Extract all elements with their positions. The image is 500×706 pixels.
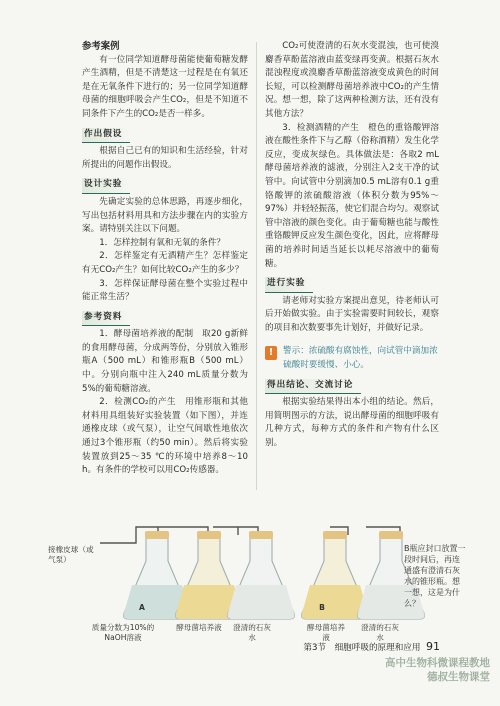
warning-icon: ! [265,346,277,360]
page-number: 91 [426,640,440,653]
question-2: 2．怎样鉴定有无酒精产生？怎样鉴定有无CO₂产生？如何比较CO₂产生的多少？ [82,251,248,275]
page-footer [303,640,440,653]
culture-a-label: 酵母菌培养液 [176,623,222,632]
experiment-paragraph: 请老师对实验方案提出意见，待老师认可后开始做实验。由于实验需要时间较长，观察的项目和次数要事先计划好，并做好记录。 [265,295,439,333]
co2-paragraph: CO₂可使澄清的石灰水变混浊，也可使溴麝香草酚蓝溶液由蓝变绿再变黄。根据石灰水混浊程度或溴麝香草酚蓝溶液变成黄色的时间长短，可以检测酵母菌培养液中CO₂的产生情况。想一想，除了这两种检测方法，还有没有其他方法？ [265,41,439,119]
culture-b-label: 酵母菌培养液 [307,623,345,642]
left-column [82,40,248,478]
naoh-label: 质量分数为10%的NaOH溶液 [91,623,155,642]
apparatus-figure [48,505,468,650]
pump-label: 接橡皮球（或气泵） [48,545,94,564]
flask-a-tag: A [139,603,145,612]
subheading-design: 设计实验 [82,178,130,194]
column-divider [256,42,257,490]
warning-text: 警示：浓硫酸有腐蚀性，向试管中滴加浓硫酸时要缓慢、小心。 [283,346,438,371]
subheading-experiment: 进行实验 [265,277,313,293]
subheading-reference: 参考资料 [82,311,130,327]
question-3: 3．怎样保证酵母菌在整个实验过程中能正常生活？ [82,278,248,303]
reference-2: 2．检测CO₂的产生 用锥形瓶和其他材料用具组装好实验装置（如下图），并连通橡皮球（或气泵），让空气间歇性地依次通过3个锥形瓶（约50 min）。然后将实验装置放到25～35 ℃的环境中培养8～10 h。有条件的学校可以用CO₂传感器。 [82,397,248,476]
footer-section: 第3节 细胞呼吸的原理和应用 [303,643,421,653]
flask-b-note: B瓶应封口放置一段时间后，再连通盛有澄清石灰水的锥形瓶。想一想，这是为什么？ [404,544,466,608]
flask-b-tag: B [319,603,325,612]
watermark-line-1: 高中生物科微课程教地 [385,657,490,669]
limewater-2-label: 澄清的石灰水 [361,623,399,642]
design-paragraph: 先确定实验的总体思路，再逐步细化，写出包括材料用具和方法步骤在内的实验方案。请特别关注以下问题。 [82,196,248,235]
flask-limewater-1 [228,531,295,619]
watermark-line-2: 德叔生物课堂 [427,671,490,683]
hypothesis-paragraph: 根据自己已有的知识和生活经验，针对所提出的问题作出假设。 [82,146,248,170]
alcohol-paragraph: 3．检测酒精的产生 橙色的重铬酸钾溶液在酸性条件下与乙醇（俗称酒精）发生化学反应，变成灰绿色。具体做法是：各取2 mL酵母菌培养液的滤液，分别注入2支干净的试管中。向试管中分别滴加0.5 mL溶有0.1 g重铬酸钾的浓硫酸溶液（体积分数为95%～97%）并轻轻振荡，使它们混合均匀。观察试管中溶液的颜色变化。由于葡萄糖也能与酸性重铬酸钾反应发生颜色变化，因此，应将酵母菌的培养时间适当延长以耗尽溶液中的葡萄糖。 [265,122,439,269]
warning-note [265,345,439,372]
watermark [385,656,490,684]
subheading-hypothesis: 作出假设 [82,128,130,144]
question-1: 1．怎样控制有氧和无氧的条件？ [99,237,225,248]
reference-1: 1．酵母菌培养液的配制 取20 g新鲜的食用酵母菌，分成两等份，分别放入锥形瓶A（500 mL）和锥形瓶B（500 mL）中。分别向瓶中注入240 mL质量分数为5%的葡萄糖溶液。 [82,329,248,394]
limewater-1-label: 澄清的石灰水 [233,623,271,642]
subheading-conclusion: 得出结论、交流讨论 [265,379,361,395]
right-column [265,40,439,451]
conclusion-paragraph: 根据实验结果得出本小组的结论。然后，用简明图示的方法，说出酵母菌的细胞呼吸有几种方式，每种方式的条件和产物有什么区别。 [265,397,439,449]
intro-paragraph: 有一位同学知道酵母菌能使葡萄糖发酵产生酒精，但是不清楚这一过程是在有氧还是在无氧条件下进行的；另一位同学知道酵母菌的细胞呼吸会产生CO₂，但是不知道不同条件下产生的CO₂是否一样多。 [82,54,248,119]
section-title: 参考案例 [82,41,120,52]
